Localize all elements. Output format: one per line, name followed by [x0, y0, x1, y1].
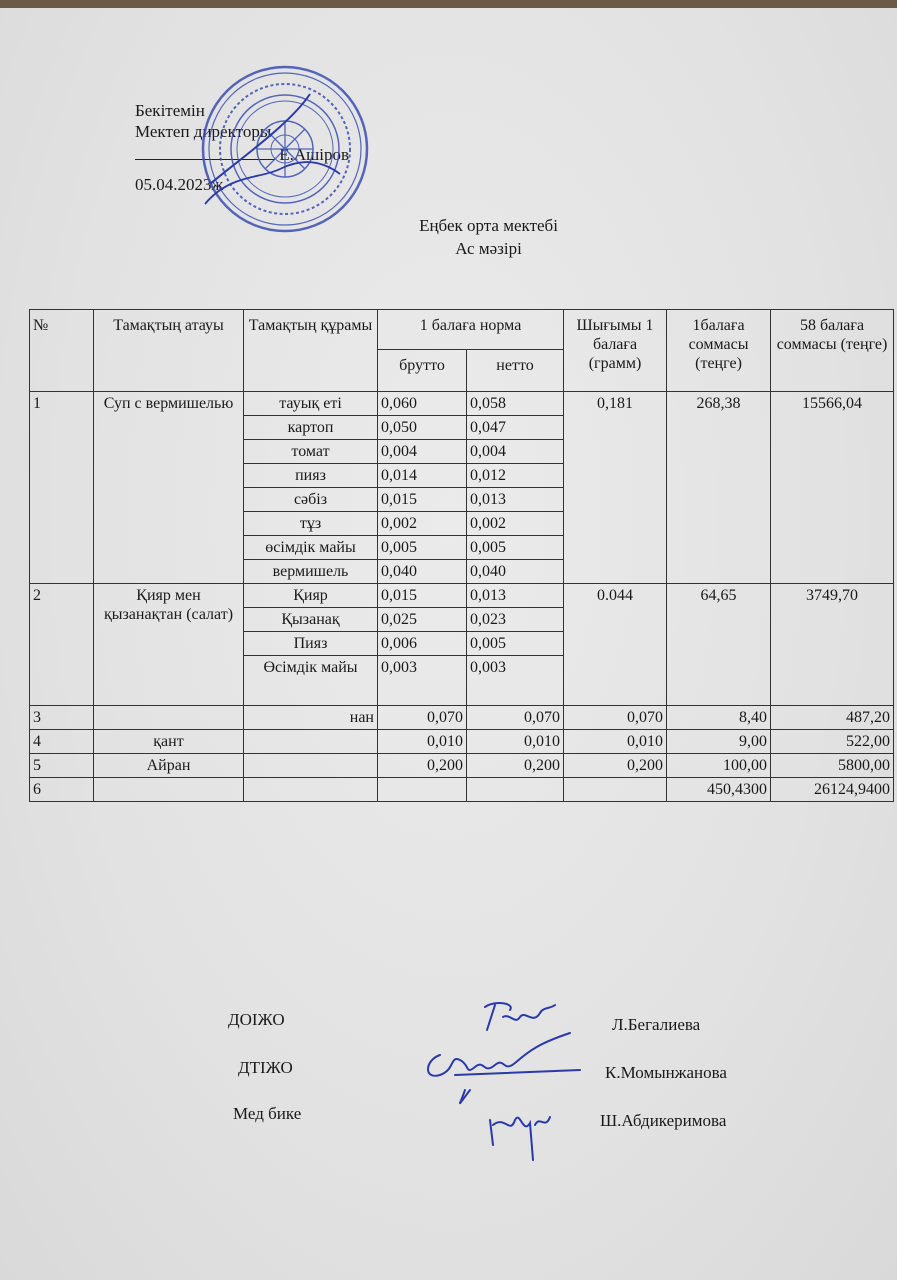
- ingredient-name: Қызанақ: [244, 608, 378, 632]
- ingredient-netto: 0,047: [467, 416, 564, 440]
- header-per-child: 1балаға соммасы (теңге): [667, 310, 771, 392]
- ingredient-name: Өсімдік майы: [244, 656, 378, 706]
- ingredient-name: картоп: [244, 416, 378, 440]
- row-per-child: 9,00: [667, 730, 771, 754]
- ingredient-netto: 0,013: [467, 584, 564, 608]
- ingredient-name: тауық еті: [244, 392, 378, 416]
- ingredient-netto: 0,058: [467, 392, 564, 416]
- row-total: 522,00: [771, 730, 894, 754]
- ingredient-name: Қияр: [244, 584, 378, 608]
- row-total: 26124,9400: [771, 778, 894, 802]
- row-yield: 0,070: [564, 706, 667, 730]
- ingredient-brutto: 0,025: [378, 608, 467, 632]
- ingredient-brutto: 0,050: [378, 416, 467, 440]
- row-per-child: 450,4300: [667, 778, 771, 802]
- photo-edge: [0, 0, 897, 8]
- row-per-child: 100,00: [667, 754, 771, 778]
- row-brutto: 0,070: [378, 706, 467, 730]
- row-name: Айран: [94, 754, 244, 778]
- ingredient-netto: 0,023: [467, 608, 564, 632]
- approval-position: Мектеп директоры: [135, 122, 272, 141]
- dish-total: 3749,70: [771, 584, 894, 706]
- ingredient-name: Пияз: [244, 632, 378, 656]
- row-composition: [244, 754, 378, 778]
- table-row: [30, 392, 894, 416]
- signature-name-3: Ш.Абдикеримова: [600, 1111, 727, 1130]
- dish-per-child: 64,65: [667, 584, 771, 706]
- row-yield: [564, 778, 667, 802]
- ingredient-netto: 0,003: [467, 656, 564, 706]
- ingredient-brutto: 0,003: [378, 656, 467, 706]
- row-brutto: 0,200: [378, 754, 467, 778]
- ingredient-brutto: 0,002: [378, 512, 467, 536]
- ingredient-netto: 0,005: [467, 536, 564, 560]
- dish-total: 15566,04: [771, 392, 894, 584]
- row-num: 4: [30, 730, 94, 754]
- ingredient-netto: 0,012: [467, 464, 564, 488]
- row-netto: [467, 778, 564, 802]
- row-num: 6: [30, 778, 94, 802]
- table-row: [30, 778, 894, 802]
- approval-date: 05.04.2023ж: [135, 175, 224, 194]
- ingredient-brutto: 0,060: [378, 392, 467, 416]
- handwritten-signatures-icon: [415, 995, 585, 1165]
- ingredient-name: пияз: [244, 464, 378, 488]
- ingredient-brutto: 0,015: [378, 488, 467, 512]
- ingredient-name: өсімдік майы: [244, 536, 378, 560]
- row-total: 487,20: [771, 706, 894, 730]
- ingredient-netto: 0,002: [467, 512, 564, 536]
- signature-name-1: Л.Бегалиева: [612, 1015, 701, 1034]
- header-num: №: [30, 310, 94, 392]
- signature-role-3: Мед бике: [233, 1104, 302, 1123]
- row-brutto: [378, 778, 467, 802]
- row-yield: 0,010: [564, 730, 667, 754]
- row-netto: 0,070: [467, 706, 564, 730]
- row-name: [94, 778, 244, 802]
- row-num: 5: [30, 754, 94, 778]
- ingredient-brutto: 0,004: [378, 440, 467, 464]
- row-num: 3: [30, 706, 94, 730]
- dish-yield: 0,181: [564, 392, 667, 584]
- ingredient-name: сәбіз: [244, 488, 378, 512]
- header-norm: 1 балаға норма: [378, 310, 564, 350]
- header-yield: Шығымы 1 балаға (грамм): [564, 310, 667, 392]
- row-composition: [244, 730, 378, 754]
- ingredient-netto: 0,040: [467, 560, 564, 584]
- dish-num: 2: [30, 584, 94, 706]
- ingredient-brutto: 0,015: [378, 584, 467, 608]
- header-brutto: брутто: [378, 350, 467, 392]
- header-dish: Тамақтың атауы: [94, 310, 244, 392]
- row-netto: 0,010: [467, 730, 564, 754]
- ingredient-name: тұз: [244, 512, 378, 536]
- ingredient-name: вермишель: [244, 560, 378, 584]
- school-seal-icon: [200, 64, 370, 234]
- dish-num: 1: [30, 392, 94, 584]
- header-total: 58 балаға соммасы (теңге): [771, 310, 894, 392]
- row-yield: 0,200: [564, 754, 667, 778]
- signature-role-2: ДТІЖО: [238, 1058, 293, 1077]
- table-row: [30, 730, 894, 754]
- ingredient-name: томат: [244, 440, 378, 464]
- dish-yield: 0.044: [564, 584, 667, 706]
- row-name: қант: [94, 730, 244, 754]
- ingredient-brutto: 0,005: [378, 536, 467, 560]
- ingredient-netto: 0,005: [467, 632, 564, 656]
- row-per-child: 8,40: [667, 706, 771, 730]
- ingredient-brutto: 0,040: [378, 560, 467, 584]
- menu-table: [29, 309, 894, 802]
- header-netto: нетто: [467, 350, 564, 392]
- document-title: Ас мәзірі: [455, 239, 522, 258]
- ingredient-netto: 0,004: [467, 440, 564, 464]
- school-name: Еңбек орта мектебі: [419, 216, 558, 235]
- row-total: 5800,00: [771, 754, 894, 778]
- header-composition: Тамақтың құрамы: [244, 310, 378, 392]
- row-name: [94, 706, 244, 730]
- row-composition: нан: [244, 706, 378, 730]
- dish-name: Суп с вермишелью: [94, 392, 244, 584]
- director-name: Е.Ашіров: [279, 145, 350, 164]
- row-netto: 0,200: [467, 754, 564, 778]
- ingredient-brutto: 0,006: [378, 632, 467, 656]
- row-composition: [244, 778, 378, 802]
- approval-label: Бекітемін: [135, 101, 205, 120]
- table-row: [30, 706, 894, 730]
- table-row: [30, 584, 894, 608]
- dish-per-child: 268,38: [667, 392, 771, 584]
- signature-role-1: ДОІЖО: [228, 1010, 285, 1029]
- ingredient-netto: 0,013: [467, 488, 564, 512]
- ingredient-brutto: 0,014: [378, 464, 467, 488]
- dish-name: Қияр мен қызанақтан (салат): [94, 584, 244, 706]
- signature-name-2: К.Момынжанова: [605, 1063, 727, 1082]
- table-row: [30, 754, 894, 778]
- row-brutto: 0,010: [378, 730, 467, 754]
